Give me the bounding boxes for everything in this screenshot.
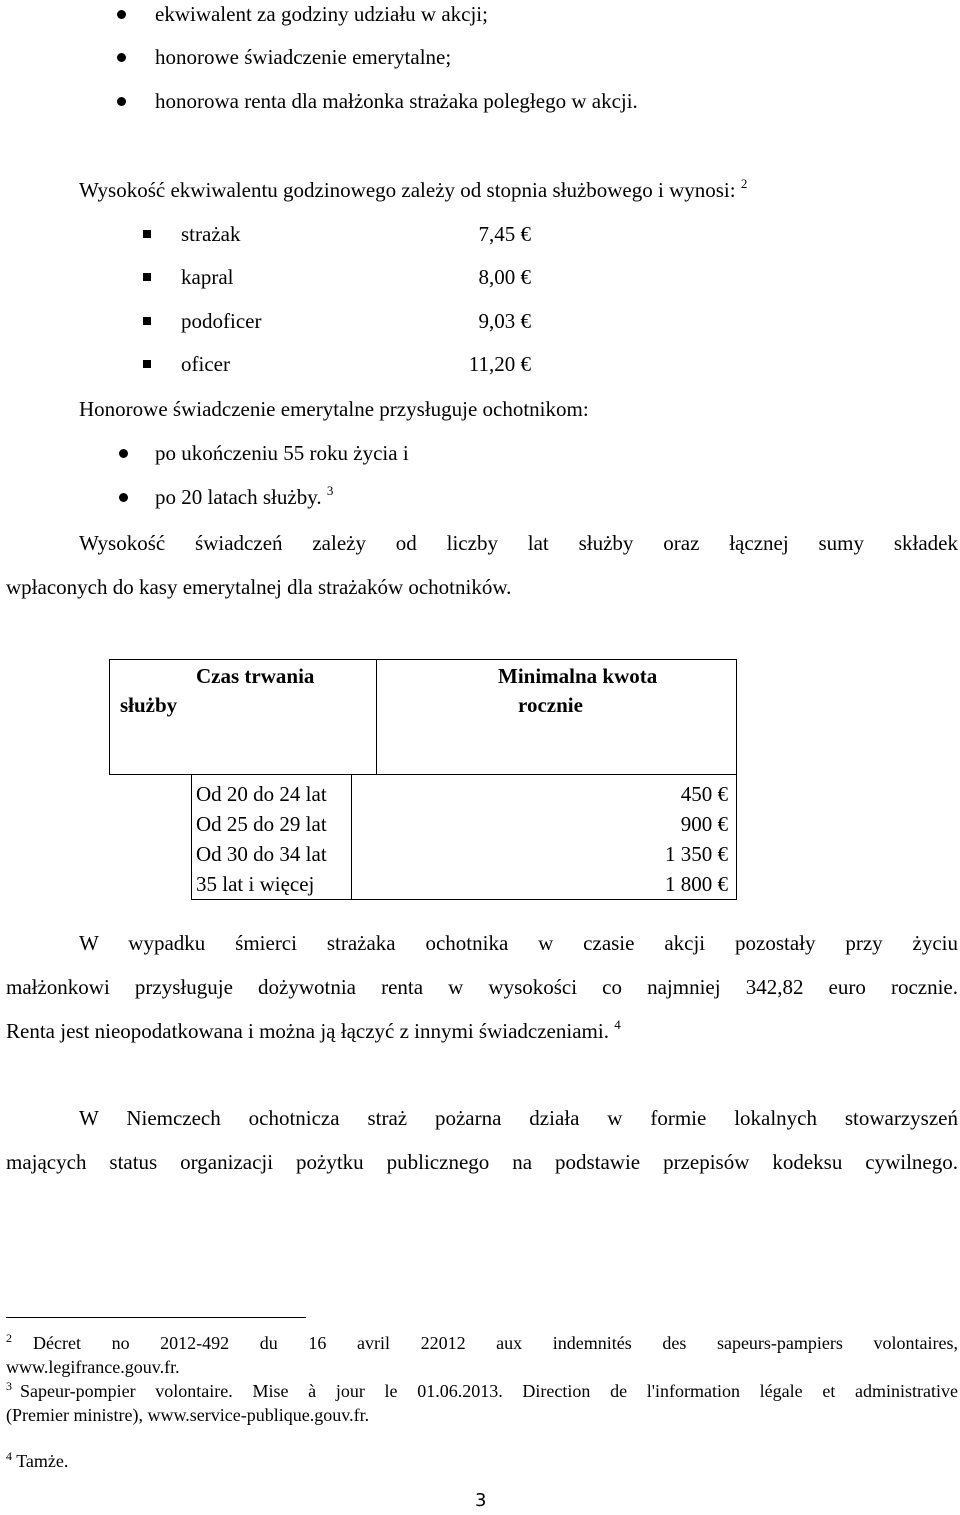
bullet-icon [119,493,128,502]
table-cell-amount: 1 800 € [665,872,728,896]
rank-name: kapral [181,265,234,289]
table-cell-amount: 900 € [680,812,728,836]
footnote-line: Sapeur-pompier volontaire. Mise à jour le 01.06.2013. Direction de l'information légale et administrative [20,1381,958,1401]
equivalent-intro-text: Wysokość ekwiwalentu godzinowego zależy od stopnia służbowego i wynosi: [79,178,736,202]
footnote [6,1381,12,1402]
table-header-period: służby [120,693,178,717]
germany-paragraph-line: mających status organizacji pożytku publicznego na podstawie przepisów kodeksu cywilnego. [6,1150,958,1174]
bullet-icon [117,10,126,19]
rank-name: oficer [181,352,230,376]
rank-value: 8,00 € [478,265,531,289]
equivalent-intro [79,178,747,203]
bullet-icon [119,449,128,458]
footnote-line: Tamże. [16,1451,69,1471]
table-cell-period: 35 lat i więcej [196,872,315,896]
bullet-icon [117,97,126,106]
table-header-amount: rocznie [518,693,583,717]
rank-name: podoficer [181,309,262,333]
pension-condition-text: po 20 latach służby. [155,485,322,509]
table-cell-amount: 450 € [680,782,728,806]
rank-value: 9,03 € [478,309,531,333]
footnote-ref: 2 [740,176,748,191]
rank-value: 11,20 € [468,352,531,376]
footnote [6,1451,68,1472]
bullet-item: honorowe świadczenie emerytalne; [155,45,452,69]
table-cell-amount: 1 350 € [665,842,728,866]
rank-name: strażak [181,222,241,246]
death-paragraph-line: małżonkowi przysługuje dożywotnia renta w wysokości co najmniej 342,82 euro rocznie. [6,975,958,999]
footnote-ref: 3 [326,483,334,498]
germany-paragraph-line: W Niemczech ochotnicza straż pożarna działa w formie lokalnych stowarzyszeń [79,1106,958,1130]
rank-value: 7,45 € [478,222,531,246]
footnote-ref: 4 [614,1017,621,1032]
table-header-amount: Minimalna kwota [498,664,658,688]
table-cell-period: Od 30 do 34 lat [196,842,327,866]
footnote-number: 2 [6,1331,12,1345]
footnote-line: Décret no 2012-492 du 16 avril 22012 aux indemnités des sapeurs-pampiers volontaires, [33,1333,958,1353]
square-bullet-icon [143,273,151,281]
pension-condition [155,485,333,510]
footnote-number: 3 [6,1379,12,1393]
benefit-paragraph-line: Wysokość świadczeń zależy od liczby lat służby oraz łącznej sumy składek [79,531,958,555]
benefit-paragraph-line: wpłaconych do kasy emerytalnej dla strażaków ochotników. [6,575,512,599]
footnote-line: www.legifrance.gouv.fr. [6,1357,180,1377]
bullet-item: honorowa renta dla małżonka strażaka poległego w akcji. [155,89,638,113]
bullet-icon [117,53,126,62]
table-header-period: Czas trwania [196,664,315,688]
footnote-line: (Premier ministre), www.service-publique.gouv.fr. [6,1405,370,1425]
table-cell-period: Od 20 do 24 lat [196,782,327,806]
footnote-separator [6,1317,306,1318]
table-cell-period: Od 25 do 29 lat [196,812,327,836]
pension-intro: Honorowe świadczenie emerytalne przysługuje ochotnikom: [79,397,589,421]
death-paragraph-line: W wypadku śmierci strażaka ochotnika w czasie akcji pozostały przy życiu [79,931,958,955]
page-number: 3 [475,1490,487,1511]
square-bullet-icon [143,230,151,238]
death-paragraph-line [6,1019,621,1044]
bullet-item: ekwiwalent za godziny udziału w akcji; [155,2,488,26]
death-paragraph-text: Renta jest nieopodatkowana i można ją łączyć z innymi świadczeniami. [6,1019,609,1043]
square-bullet-icon [143,360,151,368]
footnote-number: 4 [6,1449,12,1463]
square-bullet-icon [143,317,151,325]
pension-condition: po ukończeniu 55 roku życia i [155,441,409,465]
